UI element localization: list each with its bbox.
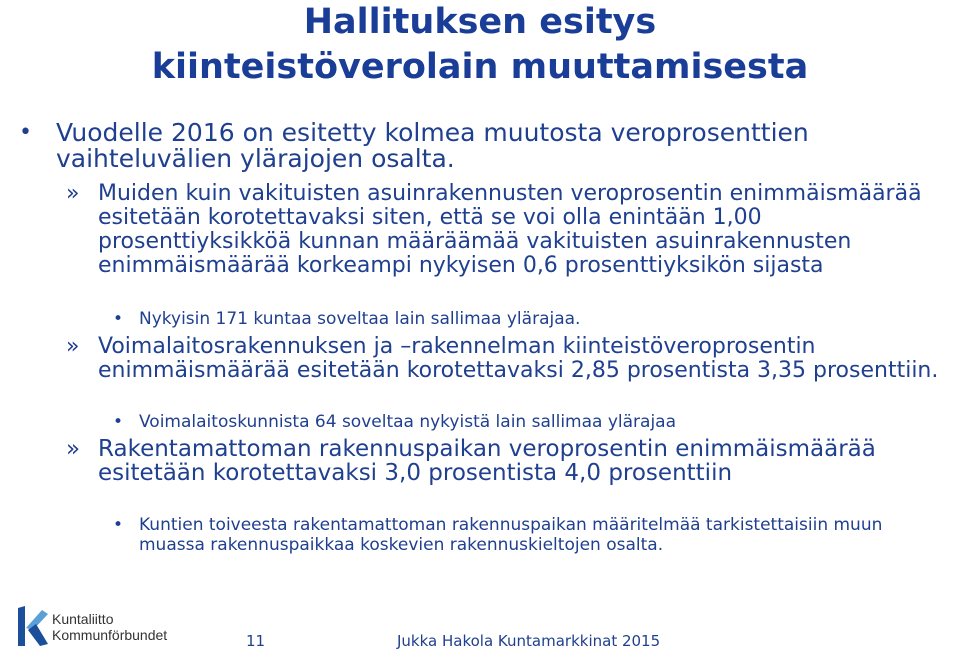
bullet-icon: • — [113, 412, 124, 432]
bullet-icon: • — [113, 515, 124, 535]
point-3-note-text: Kuntien toiveesta rakentamattoman rakennuspaikan määritelmää tarkistettaisiin muun muassa rakennuspaikkaa koskevien rakennuskieltojen osalta. — [139, 515, 883, 555]
point-1-note-text: Nykyisin 171 kuntaa soveltaa lain sallimaa ylärajaa. — [139, 309, 581, 329]
point-3 — [66, 436, 928, 486]
point-2-note-text: Voimalaitoskunnista 64 soveltaa nykyistä lain sallimaa ylärajaa — [139, 412, 677, 432]
page-number: 11 — [246, 632, 266, 650]
bullet-icon: • — [19, 120, 32, 145]
point-2-note — [113, 412, 919, 432]
chevron-marker-icon: » — [66, 436, 81, 462]
point-3-text: Rakentamattoman rakennuspaikan veroprosentin enimmäismäärää esitetään korotettavaksi 3,0 prosentista 4,0 prosenttiin — [98, 436, 876, 486]
slide-title — [0, 0, 960, 90]
logo-line-2: Kommunförbundet — [52, 627, 168, 643]
point-1-note — [113, 309, 919, 329]
bullet-icon: • — [113, 309, 124, 329]
point-2-text: Voimalaitosrakennuksen ja –rakennelman kiinteistöveroprosentin enimmäismäärää esitetään korotettavaksi 2,85 prosentista 3,35 prosenttiin. — [98, 334, 939, 383]
point-1-text: Muiden kuin vakituisten asuinrakennusten veroprosentin enimmäismäärää esitetään korotettavaksi siten, että se voi olla enintään 1,00 prosenttiyksikköä kunnan määräämää vakituisten asuinrakennusten enimmäismäärää korkeampi nykyisen 0,6 prosenttiyksikön sijasta — [98, 181, 922, 278]
chevron-marker-icon: » — [66, 334, 80, 359]
title-line-1: Hallituksen esitys — [303, 2, 657, 42]
chevron-marker-icon: » — [66, 181, 80, 206]
organization-logo — [16, 604, 186, 648]
intro-text: Vuodelle 2016 on esitetty kolmea muutosta veroprosenttien vaihteluvälien ylärajojen osalta. — [56, 118, 809, 173]
logo-line-1: Kuntaliitto — [52, 611, 114, 627]
footer-text: Jukka Hakola Kuntamarkkinat 2015 — [397, 632, 661, 650]
point-1 — [66, 181, 943, 278]
point-2 — [66, 334, 943, 383]
logo-wordmark — [52, 611, 167, 643]
point-3-note — [113, 515, 919, 555]
title-line-2: kiinteistöverolain muuttamisesta — [151, 47, 809, 87]
kuntaliitto-logo-icon — [16, 604, 50, 648]
intro-bullet — [19, 118, 936, 173]
